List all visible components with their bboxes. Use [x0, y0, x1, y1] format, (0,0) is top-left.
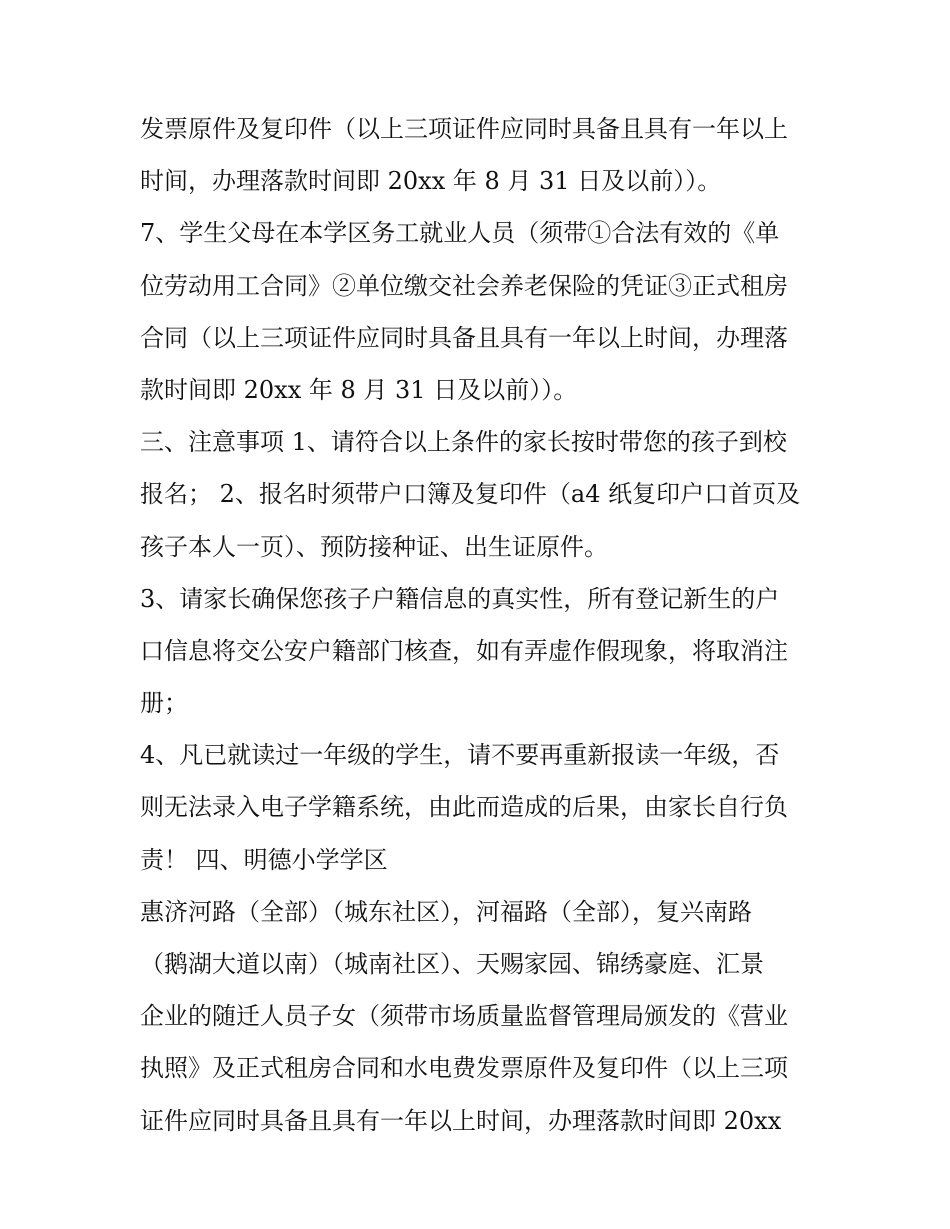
text-line: 执照》及正式租房合同和水电费发票原件及复印件（以上三项 — [140, 1054, 788, 1083]
text-line: 3、请家长确保您孩子户籍信息的真实性，所有登记新生的户 — [140, 584, 780, 613]
text-line: 证件应同时具备且具有一年以上时间，办理落款时间即 20xx — [140, 1106, 782, 1135]
text-line: （鹅湖大道以南）（城南社区）、天赐家园、锦绣豪庭、汇景 — [140, 950, 764, 978]
text-line: 孩子本人一页）、预防接种证、出生证原件。 — [140, 532, 608, 561]
text-line: 惠济河路（全部）（城东社区），河福路（全部），复兴南路 — [140, 897, 752, 926]
text-line: 责！ 四、明德小学学区 — [140, 845, 388, 874]
text-line: 三、注意事项 1、请符合以上条件的家长按时带您的孩子到校 — [140, 428, 787, 457]
text-line: 7、学生父母在本学区务工就业人员（须带①合法有效的《单 — [140, 219, 780, 248]
text-line: 4、凡已就读过一年级的学生，请不要再重新报读一年级，否 — [140, 741, 780, 770]
document-body — [140, 103, 820, 1147]
text-line: 发票原件及复印件（以上三项证件应同时具备且具有一年以上 — [140, 115, 788, 143]
text-line: 报名； 2、报名时须带户口簿及复印件（a4 纸复印户口首页及 — [140, 480, 801, 509]
text-line: 款时间即 20xx 年 8 月 31 日及以前））。 — [140, 375, 578, 404]
text-line: 企业的随迁人员子女（须带市场质量监督管理局颁发的《营业 — [140, 1002, 788, 1031]
text-line: 合同（以上三项证件应同时具备且具有一年以上时间，办理落 — [140, 323, 788, 352]
text-line: 册； — [140, 689, 188, 718]
text-line: 口信息将交公安户籍部门核查，如有弄虚作假现象，将取消注 — [140, 636, 788, 665]
text-line: 则无法录入电子学籍系统，由此而造成的后果，由家长自行负 — [140, 793, 788, 822]
text-line: 时间，办理落款时间即 20xx 年 8 月 31 日及以前））。 — [140, 167, 722, 196]
text-line: 位劳动用工合同》②单位缴交社会养老保险的凭证③正式租房 — [140, 271, 788, 300]
